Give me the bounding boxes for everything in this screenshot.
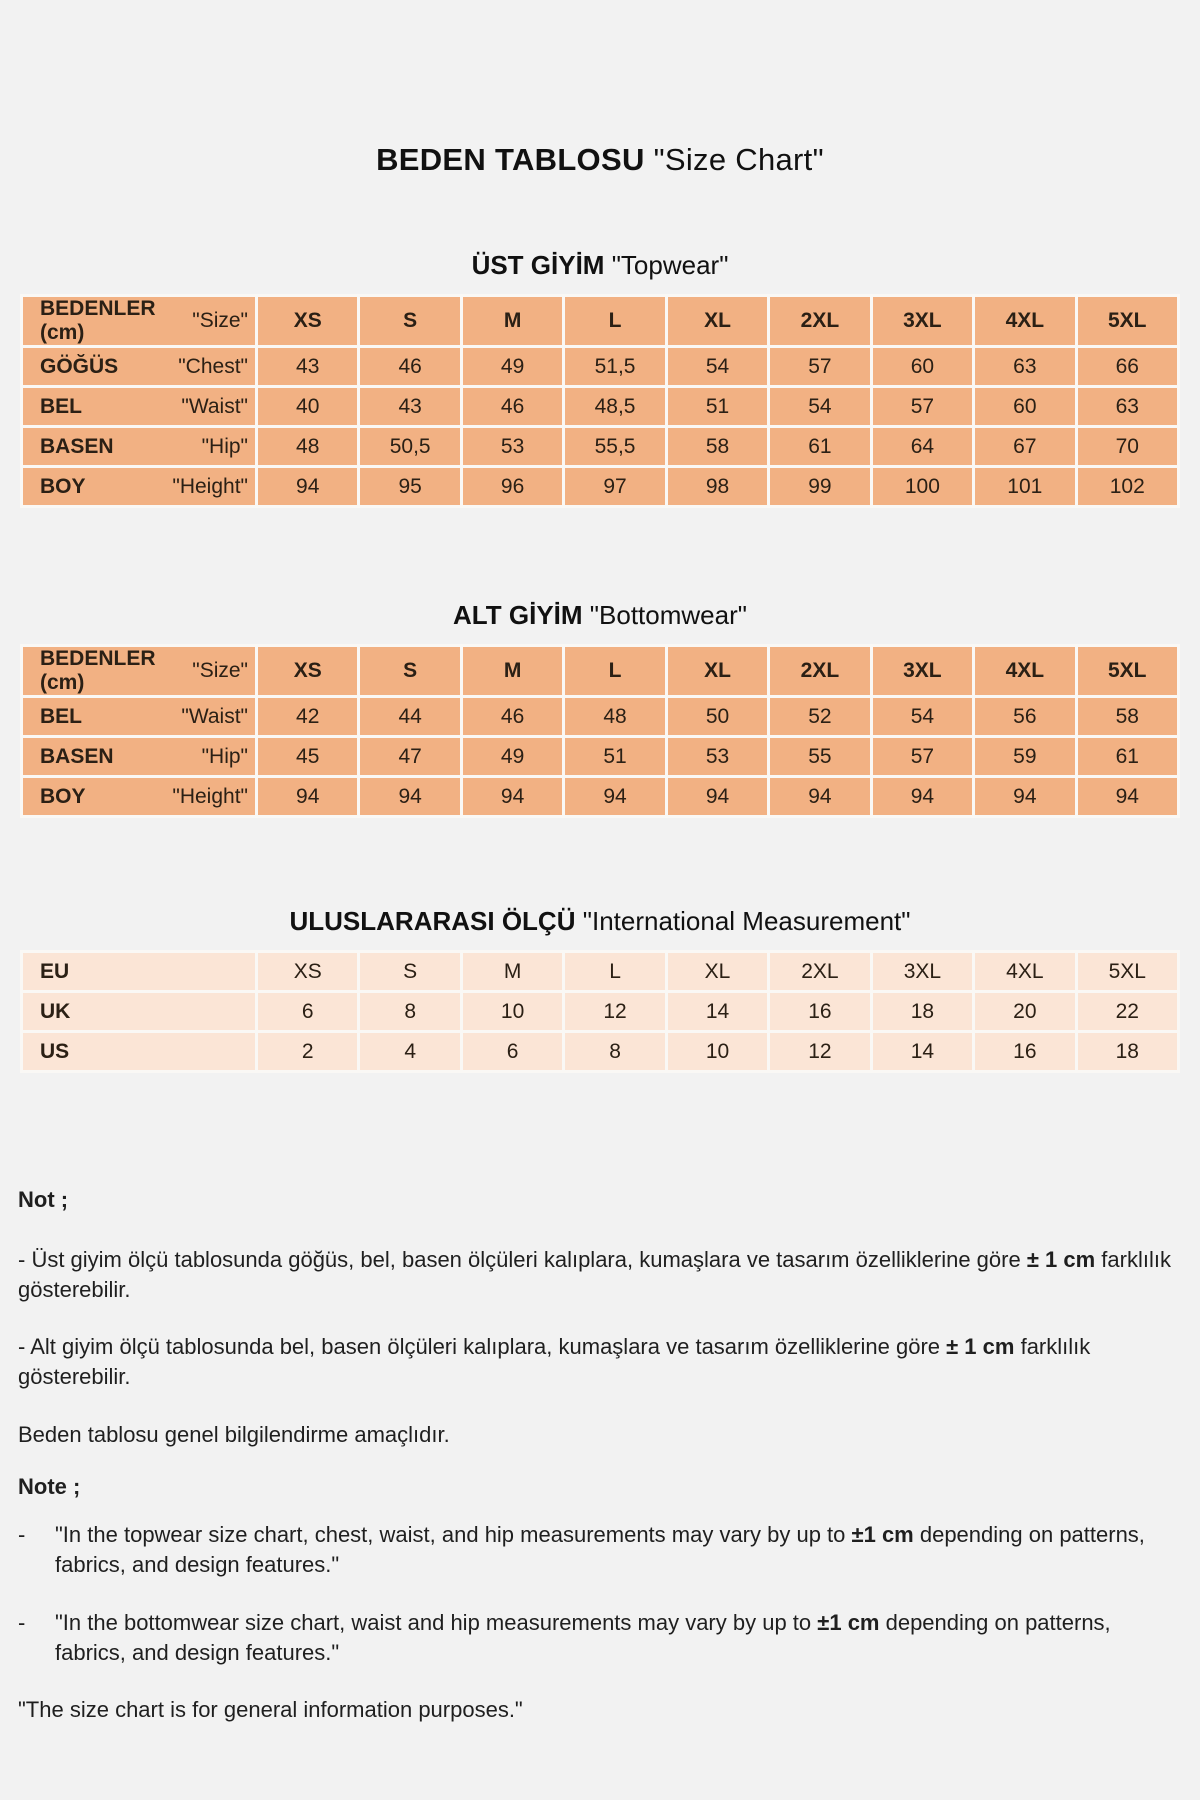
row-label-tr: GÖĞÜS <box>40 354 119 378</box>
table-cell: 61 <box>1078 738 1177 775</box>
row-label-tr: BEL <box>40 704 82 728</box>
table-cell: 63 <box>1078 388 1177 425</box>
table-cell: 10 <box>668 1033 767 1070</box>
size-col-header: 5XL <box>1078 297 1177 345</box>
size-label-tr: BEDENLER (cm) <box>40 647 156 694</box>
table-cell: L <box>565 953 664 990</box>
row-label-tr: BOY <box>40 784 86 808</box>
table-cell: 97 <box>565 468 664 505</box>
note-bold-text: ± 1 cm <box>946 1334 1015 1359</box>
table-cell: 8 <box>565 1033 664 1070</box>
hip-row-label-cell <box>23 428 255 465</box>
row-label-en: "Hip" <box>201 434 248 458</box>
table-cell: 14 <box>668 993 767 1030</box>
uk-row-label-cell <box>23 993 255 1030</box>
row-label-tr: BASEN <box>40 434 114 458</box>
table-cell: 63 <box>975 348 1074 385</box>
table-cell: 44 <box>360 698 459 735</box>
bullet-dash: - <box>18 1522 26 1547</box>
bottomwear-heading-en: "Bottomwear" <box>589 600 747 630</box>
size-col-header: 3XL <box>873 647 972 695</box>
note-tr-topwear <box>18 1245 1176 1305</box>
page-title-tr: BEDEN TABLOSU <box>376 142 645 177</box>
table-cell: 56 <box>975 698 1074 735</box>
international-table <box>20 950 1180 1073</box>
note-text <box>55 1608 1178 1668</box>
size-label-en: "Size" <box>192 309 248 332</box>
table-cell: 22 <box>1078 993 1177 1030</box>
table-cell: 14 <box>873 1033 972 1070</box>
table-cell: XS <box>258 953 357 990</box>
waist-row-label-cell <box>23 698 255 735</box>
bottomwear-heading-tr: ALT GİYİM <box>453 600 583 630</box>
row-label-tr: BEL <box>40 394 82 418</box>
size-col-header: 4XL <box>975 297 1074 345</box>
size-col-header: M <box>463 297 562 345</box>
table-cell: 51 <box>668 388 767 425</box>
note-bold-text: ±1 cm <box>851 1522 914 1547</box>
row-label-en: "Waist" <box>181 704 248 728</box>
notes-section <box>0 1185 1200 1725</box>
table-cell: 54 <box>770 388 869 425</box>
table-cell: 16 <box>770 993 869 1030</box>
height-row-label-cell <box>23 778 255 815</box>
note-text: "In the topwear size chart, chest, waist, and hip measurements may vary by up to <box>55 1522 852 1547</box>
international-heading-tr: ULUSLARARASI ÖLÇÜ <box>289 906 576 936</box>
table-cell: 67 <box>975 428 1074 465</box>
note-bold-text: ±1 cm <box>817 1610 880 1635</box>
size-col-header: 4XL <box>975 647 1074 695</box>
row-label-tr: BASEN <box>40 744 114 768</box>
table-cell: 100 <box>873 468 972 505</box>
size-col-header: 3XL <box>873 297 972 345</box>
table-cell: 4 <box>360 1033 459 1070</box>
table-cell: 53 <box>668 738 767 775</box>
row-label: UK <box>40 999 71 1023</box>
eu-row-label-cell <box>23 953 255 990</box>
size-col-header: XL <box>668 647 767 695</box>
table-cell: 55 <box>770 738 869 775</box>
table-cell: 5XL <box>1078 953 1177 990</box>
bullet-dash: - <box>18 1610 26 1635</box>
table-cell: 18 <box>1078 1033 1177 1070</box>
table-cell: 12 <box>565 993 664 1030</box>
bottomwear-table <box>20 644 1180 818</box>
table-cell: 46 <box>360 348 459 385</box>
table-cell: 98 <box>668 468 767 505</box>
topwear-heading <box>0 250 1200 281</box>
table-cell: 55,5 <box>565 428 664 465</box>
row-label-en: "Waist" <box>181 394 248 418</box>
topwear-heading-tr: ÜST GİYİM <box>471 250 605 280</box>
table-cell: 99 <box>770 468 869 505</box>
row-label: US <box>40 1039 70 1063</box>
size-col-header: XS <box>258 647 357 695</box>
table-cell: 8 <box>360 993 459 1030</box>
size-label-tr: BEDENLER (cm) <box>40 297 156 344</box>
table-cell: 3XL <box>873 953 972 990</box>
table-cell: XL <box>668 953 767 990</box>
note-text: farklılık gösterebilir. <box>18 1247 1171 1302</box>
table-cell: 94 <box>258 778 357 815</box>
page-title-en: "Size Chart" <box>653 142 824 177</box>
us-row-label-cell <box>23 1033 255 1070</box>
table-cell: 43 <box>360 388 459 425</box>
table-cell: 94 <box>770 778 869 815</box>
note-heading-tr: Not ; <box>18 1187 69 1212</box>
table-cell: 12 <box>770 1033 869 1070</box>
table-cell: 94 <box>668 778 767 815</box>
size-label-en: "Size" <box>192 659 248 682</box>
table-cell: 94 <box>463 778 562 815</box>
table-cell: 40 <box>258 388 357 425</box>
table-cell: 2 <box>258 1033 357 1070</box>
table-cell: 94 <box>565 778 664 815</box>
table-cell: 51 <box>565 738 664 775</box>
note-tr-bottomwear <box>18 1332 1176 1392</box>
international-heading <box>0 906 1200 937</box>
table-cell: 53 <box>463 428 562 465</box>
table-cell: 43 <box>258 348 357 385</box>
note-en-topwear <box>18 1520 1178 1580</box>
table-cell: 50,5 <box>360 428 459 465</box>
page-title <box>0 0 1200 178</box>
table-cell: 49 <box>463 348 562 385</box>
table-cell: 51,5 <box>565 348 664 385</box>
size-col-header: L <box>565 297 664 345</box>
table-cell: 102 <box>1078 468 1177 505</box>
table-cell: 10 <box>463 993 562 1030</box>
row-label-en: "Chest" <box>178 354 248 378</box>
table-cell: 57 <box>873 388 972 425</box>
table-cell: 95 <box>360 468 459 505</box>
note-text: farklılık gösterebilir. <box>18 1334 1091 1389</box>
table-cell: 94 <box>975 778 1074 815</box>
table-cell: 48,5 <box>565 388 664 425</box>
note-en-bottomwear <box>18 1608 1178 1668</box>
table-cell: 94 <box>258 468 357 505</box>
table-cell: 59 <box>975 738 1074 775</box>
note-heading-en: Note ; <box>18 1474 81 1499</box>
note-text: depending on patterns, fabrics, and design features." <box>55 1610 1111 1665</box>
note-bold-text: ± 1 cm <box>1026 1247 1096 1272</box>
table-cell: 94 <box>1078 778 1177 815</box>
table-cell: 58 <box>668 428 767 465</box>
row-label: EU <box>40 959 70 983</box>
table-cell: 64 <box>873 428 972 465</box>
table-cell: 48 <box>565 698 664 735</box>
size-col-header: S <box>360 297 459 345</box>
note-text: - Alt giyim ölçü tablosunda bel, basen ölçüleri kalıplara, kumaşlara ve tasarım özelliklerine göre <box>18 1334 947 1359</box>
table-cell: 101 <box>975 468 1074 505</box>
topwear-table <box>20 294 1180 508</box>
table-cell: 61 <box>770 428 869 465</box>
note-text: depending on patterns, fabrics, and design features." <box>55 1522 1145 1577</box>
table-cell: M <box>463 953 562 990</box>
table-cell: 60 <box>975 388 1074 425</box>
table-cell: 94 <box>873 778 972 815</box>
height-row-label-cell <box>23 468 255 505</box>
table-cell: 54 <box>668 348 767 385</box>
table-cell: S <box>360 953 459 990</box>
table-cell: 46 <box>463 388 562 425</box>
size-col-header: 5XL <box>1078 647 1177 695</box>
table-cell: 2XL <box>770 953 869 990</box>
topwear-header-label-cell <box>23 297 255 345</box>
size-col-header: L <box>565 647 664 695</box>
row-label-en: "Height" <box>172 474 248 498</box>
bottomwear-heading <box>0 600 1200 631</box>
row-label-en: "Height" <box>172 784 248 808</box>
table-cell: 18 <box>873 993 972 1030</box>
table-cell: 49 <box>463 738 562 775</box>
size-col-header: S <box>360 647 459 695</box>
table-cell: 45 <box>258 738 357 775</box>
size-col-header: XS <box>258 297 357 345</box>
table-cell: 42 <box>258 698 357 735</box>
table-cell: 6 <box>463 1033 562 1070</box>
note-text: - Üst giyim ölçü tablosunda göğüs, bel, basen ölçüleri kalıplara, kumaşlara ve tasarım özelliklerine göre <box>18 1247 1027 1272</box>
note-en-footer: "The size chart is for general information purposes." <box>18 1697 523 1722</box>
table-cell: 48 <box>258 428 357 465</box>
hip-row-label-cell <box>23 738 255 775</box>
table-cell: 70 <box>1078 428 1177 465</box>
table-cell: 58 <box>1078 698 1177 735</box>
table-cell: 50 <box>668 698 767 735</box>
international-heading-en: "International Measurement" <box>582 906 911 936</box>
table-cell: 16 <box>975 1033 1074 1070</box>
bottomwear-header-label-cell <box>23 647 255 695</box>
table-cell: 20 <box>975 993 1074 1030</box>
table-cell: 66 <box>1078 348 1177 385</box>
table-cell: 60 <box>873 348 972 385</box>
size-col-header: 2XL <box>770 647 869 695</box>
waist-row-label-cell <box>23 388 255 425</box>
table-cell: 57 <box>770 348 869 385</box>
table-cell: 94 <box>360 778 459 815</box>
table-cell: 52 <box>770 698 869 735</box>
note-text <box>55 1520 1178 1580</box>
table-cell: 54 <box>873 698 972 735</box>
size-col-header: M <box>463 647 562 695</box>
table-cell: 96 <box>463 468 562 505</box>
row-label-tr: BOY <box>40 474 86 498</box>
table-cell: 47 <box>360 738 459 775</box>
table-cell: 57 <box>873 738 972 775</box>
table-cell: 6 <box>258 993 357 1030</box>
note-tr-footer: Beden tablosu genel bilgilendirme amaçlıdır. <box>18 1422 450 1447</box>
topwear-heading-en: "Topwear" <box>611 250 729 280</box>
note-text: "In the bottomwear size chart, waist and hip measurements may vary by up to <box>55 1610 818 1635</box>
size-col-header: 2XL <box>770 297 869 345</box>
size-col-header: XL <box>668 297 767 345</box>
row-label-en: "Hip" <box>201 744 248 768</box>
table-cell: 46 <box>463 698 562 735</box>
table-cell: 4XL <box>975 953 1074 990</box>
chest-row-label-cell <box>23 348 255 385</box>
